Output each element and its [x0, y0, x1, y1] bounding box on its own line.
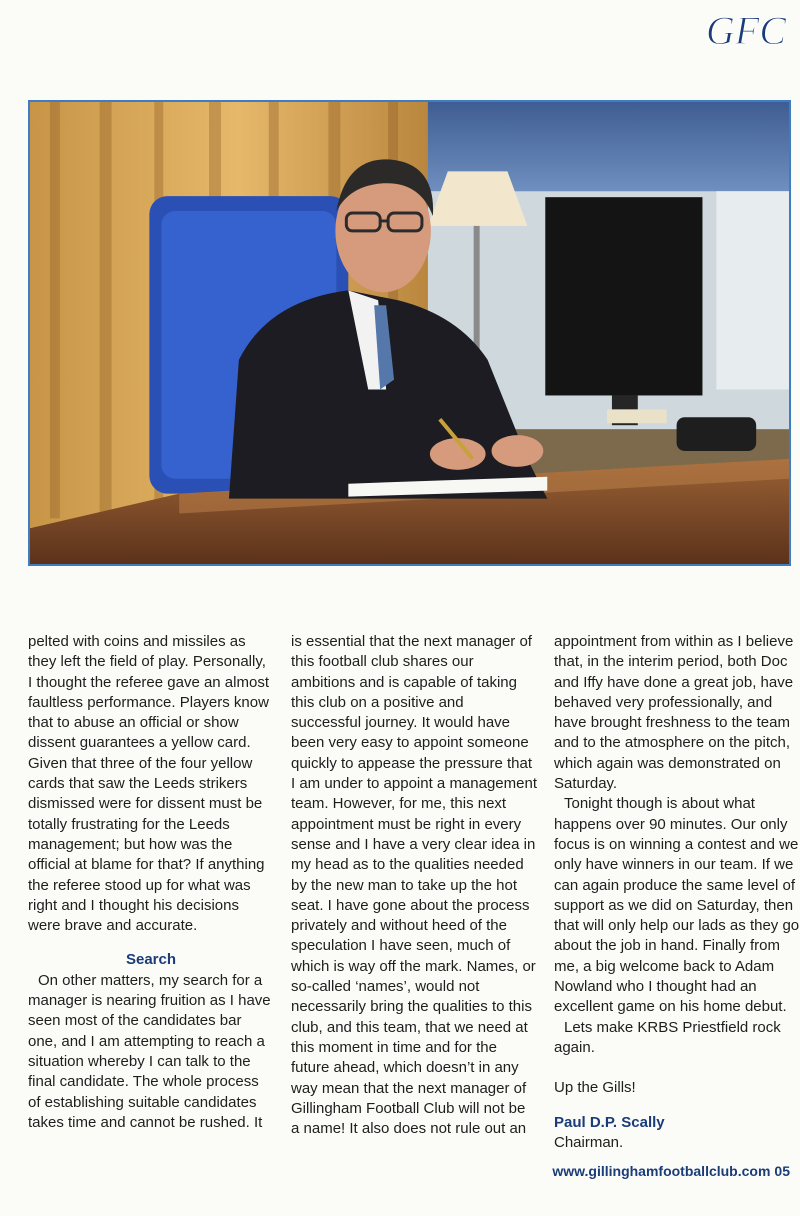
text-column-1 [28, 632, 274, 1133]
section-heading-search: Search [125, 951, 177, 969]
website-url: www.gillinghamfootballclub.com [552, 1163, 771, 1179]
signature-name: Paul D.P. Scally [554, 1113, 665, 1131]
paragraph: appointment from within as I believe that, in the interim period, both Doc and Iffy have done a great job, have behaved very professionally, and have brought freshness to the team and to the atmosphere on the pitch, which again was demonstrated on Saturday. [554, 633, 794, 793]
logo-monogram: GFC [706, 8, 786, 53]
chairman-photo [28, 100, 791, 566]
text-column-3 [554, 632, 800, 1153]
paragraph: Lets make KRBS Priestfield rock again. [554, 1018, 781, 1056]
paragraph: pelted with coins and missiles as they left the field of play. Personally, I thought the referee gave an almost faultless performance. Players know that to abuse an official or show dissent guarantees a yellow card. Given that three of the four yellow cards that saw the Leeds strikers dismissed were for dissent must be totally frustrating for the Leeds management; but how was the official at blame for that? If anything the referee stood up for what was right and I thought his decisions were brave and accurate. [28, 633, 269, 935]
page-footer [552, 1163, 790, 1179]
signature-title: Chairman. [554, 1133, 624, 1151]
paragraph: is essential that the next manager of this football club shares our ambitions and is capable of taking this club on a positive and successful journey. It would have been very easy to appoint someone quickly to appease the pressure that I am under to appoint a management team. However, for me, this next appointment must be right in every sense and I have a very clear idea in my head as to the qualities needed by the new man to take up the hot seat. I have gone about the process privately and without heed of the speculation I have seen, much of which is way off the mark. Names, or so-called ‘names’, would not necessarily bring the qualities to this club, and this team, that we need at this moment in time and for the future ahead, which doesn’t in any way mean that the next manager of Gillingham Football Club will not be a name! It also does not rule out an [291, 633, 537, 1138]
text-column-2 [291, 632, 537, 1139]
paragraph: Tonight though is about what happens over 90 minutes. Our only focus is on winning a contest and we only have winners in our team. If we can again produce the same level of support as we did on Saturday, then that will only help our lads as they go about the job in hand. Finally from me, a big welcome back to Adam Nowland who I thought had an excellent game on his home debut. [554, 795, 800, 1016]
page-number: 05 [774, 1163, 790, 1179]
signoff: Up the Gills! [554, 1079, 636, 1097]
club-logo [704, 6, 788, 64]
paragraph: On other matters, my search for a manager is nearing fruition as I have seen most of the candidates bar one, and I am attempting to reach a situation whereby I can talk to the final candidate. The whole process of establishing suitable candidates takes time and cannot be rushed. It [28, 971, 271, 1131]
